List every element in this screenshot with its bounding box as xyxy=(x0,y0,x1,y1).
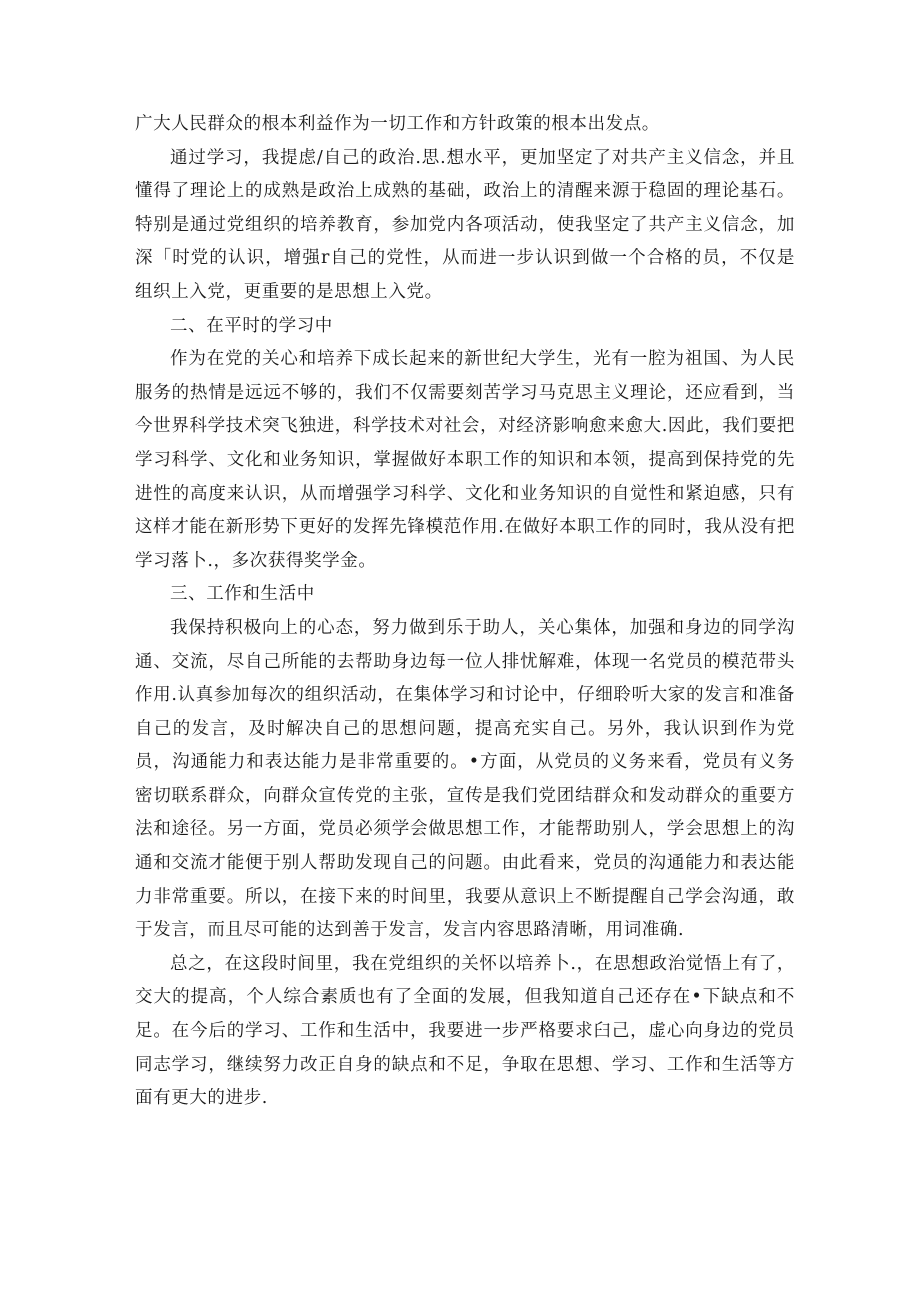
section-heading-work-life: 三、工作和生活中 xyxy=(170,584,315,605)
document-page xyxy=(135,108,795,1116)
section-heading-daily-study: 二、在平时的学习中 xyxy=(170,315,333,336)
paragraph-work-life: 我保持积极向上的心态，努力做到乐于助人，关心集体，加强和身边的同学沟通、交流，尽自己所能的去帮助身边每一位人排忧解难，体现一名党员的模范带头作用.认真参加每次的组织活动，在集体学习和讨论中，仔细聆听大家的发言和准备自己的发言，及时解决自己的思想问题，提高充实自己。另外，我认识到作为党员，沟通能力和表达能力是非常重要的。•方面，从党员的义务来看，党员有义务密切联系群众，向群众宣传党的主张，宣传是我们党团结群众和发动群众的重要方法和途径。另一方面，党员必须学会做思想工作，才能帮助别人，学会思想上的沟通和交流才能便于别人帮助发现自己的问题。由此看来，党员的沟通能力和表达能力非常重要。所以，在接下来的时间里，我要从意识上不断提醒自己学会沟通，敢于发言，而且尽可能的达到善于发言，发言内容思路清晰，用词准确. xyxy=(135,617,795,941)
paragraph-conclusion: 总之，在这段时间里，我在党组织的关怀以培养卜.，在思想政治觉悟上有了，交大的提高，个人综合素质也有了全面的发展，但我知道自己还存在•下缺点和不足。在今后的学习、工作和生活中，我要进一步严格要求臼己，虚心向身边的党员同志学习，继续努力改正自身的缺点和不足，争取在思想、学习、工作和生活等方面有更大的进步. xyxy=(135,953,795,1109)
paragraph-daily-study: 作为在党的关心和培养下成长起来的新世纪大学生，光有一腔为祖国、为人民服务的热情是远远不够的，我们不仅需要刻苦学习马克思主义理论，还应看到，当今世界科学技术突飞独进，科学技术对社会，对经济影响愈来愈大.因此，我们要把学习科学、文化和业务知识，掌握做好本职工作的知识和本领，提高到保持党的先进性的高度来认识，从而增强学习科学、文化和业务知识的自觉性和紧迫感，只有这样才能在新形势下更好的发挥先锋模范作用.在做好本职工作的同时，我从没有把学习落卜.，多次获得奖学金。 xyxy=(135,349,795,571)
paragraph-intro-continuation: 广大人民群众的根本利益作为一切工作和方针政策的根本出发点。 xyxy=(135,114,660,134)
paragraph-study-reflection: 通过学习，我提虑/自己的政治.思.想水平，更加坚定了对共产主义信念，并且懂得了理论上的成熟是政治上成熟的基础，政治上的清醒来源于稳固的理论基石。特别是通过党组织的培养教育，参加党内各项活动，使我坚定了共产主义信念，加深「时党的认识，增强r自己的党性，从而进一步认识到做一个合格的员，不仅是组织上入党，更重要的是思想上入党。 xyxy=(135,147,795,302)
